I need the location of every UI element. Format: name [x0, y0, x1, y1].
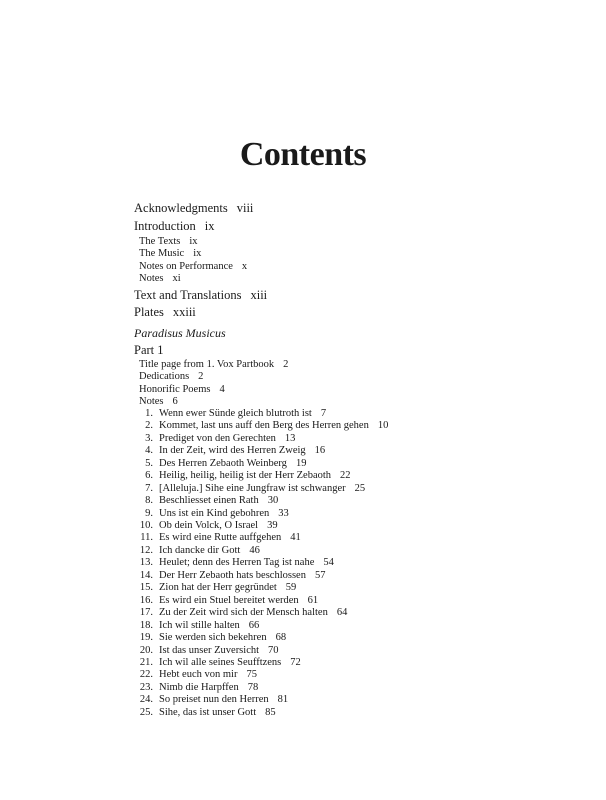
piece-number: 7. [145, 482, 153, 494]
piece-number: 25. [139, 706, 153, 718]
entry-label: Kommet, last uns auff den Berg des Herren gehen [159, 420, 369, 432]
entry-page: xxiii [172, 305, 196, 320]
piece-title-with-page [159, 470, 351, 482]
entry-page: ix [204, 218, 215, 233]
toc-subentry[interactable] [139, 248, 574, 260]
entry-label: Title page from 1. Vox Partbook [139, 359, 275, 371]
entry-label: Acknowledgments [134, 201, 228, 215]
piece-title-with-page [159, 694, 288, 706]
piece-number: 5. [145, 457, 153, 469]
toc-subentry[interactable] [139, 359, 574, 371]
entry-page: 66 [248, 619, 260, 631]
entry-page: 22 [340, 470, 351, 482]
piece-title-with-page [159, 483, 365, 495]
piece-title-with-page [159, 657, 301, 669]
entry-label: Prediget von den Gerechten [159, 432, 276, 444]
entry-label: Es wird eine Rutte auffgehen [159, 532, 282, 544]
pieces-list [134, 408, 574, 719]
piece-number: 23. [139, 681, 153, 693]
toc-piece-entry[interactable] [134, 508, 574, 520]
piece-title-with-page [159, 645, 279, 657]
piece-title-with-page [159, 669, 257, 681]
entry-label: Beschliesset einen Rath [159, 495, 259, 507]
entry-page: 25 [354, 482, 366, 494]
entry-label: Heilig, heilig, heilig ist der Herr Zebaoth [159, 470, 332, 482]
entry-label: Ob dein Volck, O Israel [159, 520, 259, 532]
entry-label: Es wird ein Stuel bereitet werden [159, 594, 299, 606]
piece-number: 10. [139, 520, 153, 532]
piece-title-with-page [159, 458, 306, 470]
entry-page: 64 [336, 607, 348, 619]
entry-label: Zion hat der Herr gegründet [159, 582, 277, 594]
toc-piece-entry[interactable] [134, 483, 574, 495]
entry-page: 2 [198, 371, 204, 383]
entry-label: Ich dancke dir Gott [159, 544, 241, 556]
entry-page: xi [172, 273, 181, 285]
entry-page: 41 [290, 532, 301, 544]
entry-label: Sie werden sich bekehren [159, 632, 267, 644]
toc-piece-entry[interactable] [134, 470, 574, 482]
piece-title-with-page [159, 607, 347, 619]
piece-number: 22. [139, 669, 153, 681]
toc-piece-entry[interactable] [134, 570, 574, 582]
entry-page: 16 [314, 445, 326, 457]
toc-piece-entry[interactable] [134, 532, 574, 544]
entry-page: 68 [275, 632, 287, 644]
piece-title-with-page [159, 495, 278, 507]
piece-number: 1. [145, 407, 153, 419]
entry-label: [Alleluja.] Sihe eine Jungfraw ist schwanger [159, 482, 346, 494]
piece-title-with-page [159, 707, 276, 719]
toc-subentry[interactable] [139, 371, 574, 383]
piece-title-with-page [159, 408, 326, 420]
toc-piece-entry[interactable] [134, 433, 574, 445]
entry-label: Des Herren Zebaoth Weinberg [159, 457, 287, 469]
entry-page: viii [236, 201, 254, 215]
entry-label: Plates [134, 305, 164, 320]
toc-piece-entry[interactable] [134, 420, 574, 432]
entry-page: 33 [278, 507, 289, 519]
toc-entry-text-translations[interactable] [134, 288, 574, 303]
entry-page: 39 [267, 520, 278, 532]
entry-label: Nimb die Harpffen [159, 681, 239, 693]
piece-number: 21. [139, 657, 153, 668]
piece-title-with-page [159, 582, 296, 594]
piece-number: 20. [139, 644, 153, 656]
toc-piece-entry[interactable] [134, 669, 574, 681]
entry-label: Hebt euch von mir [159, 669, 238, 681]
entry-label: Der Herr Zebaoth hats beschlossen [159, 569, 306, 581]
toc-subentry[interactable] [139, 273, 574, 285]
table-of-contents [134, 201, 574, 719]
entry-page: 13 [284, 432, 296, 444]
entry-label: Notes on Performance [139, 260, 233, 272]
toc-piece-entry[interactable] [134, 408, 574, 420]
entry-label: Ich wil stille halten [159, 619, 240, 631]
toc-entry-introduction[interactable] [134, 219, 574, 234]
toc-piece-entry[interactable] [134, 607, 574, 619]
toc-piece-entry[interactable] [134, 682, 574, 694]
piece-number: 24. [139, 694, 153, 706]
piece-number: 11. [140, 532, 153, 544]
entry-page: 19 [295, 457, 307, 469]
piece-title-with-page [159, 570, 325, 582]
entry-label: The Texts [139, 236, 181, 247]
entry-page: 72 [290, 657, 301, 668]
entry-page: 70 [268, 644, 279, 656]
entry-page: 59 [285, 582, 297, 594]
entry-page: 78 [247, 681, 259, 693]
piece-number: 6. [145, 470, 153, 482]
entry-page: 85 [265, 706, 276, 718]
page-title: Contents [239, 135, 367, 173]
entry-page: ix [193, 248, 202, 260]
entry-label: Text and Translations [134, 287, 242, 302]
piece-number: 3. [145, 432, 153, 444]
entry-page: xiii [250, 287, 268, 302]
piece-number: 13. [139, 557, 153, 569]
toc-piece-entry[interactable] [134, 632, 574, 644]
toc-piece-entry[interactable] [134, 458, 574, 470]
entry-page: 46 [249, 544, 260, 556]
entry-page: 4 [219, 383, 225, 395]
part-front-entries [139, 359, 574, 408]
toc-subentry[interactable] [139, 261, 574, 273]
entry-label: Uns ist ein Kind gebohren [159, 507, 270, 519]
piece-number: 14. [139, 569, 153, 581]
piece-number: 16. [139, 594, 153, 606]
entry-label: The Music [139, 248, 185, 260]
entry-label: Honorific Poems [139, 383, 211, 395]
entry-label: Dedications [139, 371, 190, 383]
toc-piece-entry[interactable] [134, 657, 574, 669]
piece-title-with-page [159, 508, 289, 520]
entry-page: 7 [320, 407, 327, 419]
toc-piece-entry[interactable] [134, 582, 574, 594]
piece-title-with-page [159, 520, 278, 532]
piece-title-with-page [159, 420, 388, 432]
piece-number: 18. [139, 619, 153, 631]
piece-number: 9. [145, 507, 153, 519]
section-title: Paradisus Musicus [134, 326, 226, 341]
piece-title-with-page [159, 532, 301, 544]
toc-piece-entry[interactable] [134, 545, 574, 557]
piece-number: 8. [145, 495, 153, 507]
toc-piece-entry[interactable] [134, 495, 574, 507]
entry-page: 81 [277, 694, 289, 706]
entry-page: 10 [377, 420, 389, 432]
introduction-subentries [139, 236, 574, 286]
piece-number: 12. [139, 544, 153, 556]
entry-label: In der Zeit, wird des Herren Zweig [159, 445, 306, 457]
piece-title-with-page [159, 595, 318, 607]
piece-number: 4. [145, 445, 153, 457]
toc-piece-entry[interactable] [134, 445, 574, 457]
entry-page: 54 [323, 557, 334, 569]
toc-piece-entry[interactable] [134, 620, 574, 632]
toc-piece-entry[interactable] [134, 520, 574, 532]
entry-label: Ich wil alle seines Seufftzens [159, 657, 282, 668]
entry-label: Notes [139, 395, 164, 407]
toc-piece-entry[interactable] [134, 694, 574, 706]
toc-subentry[interactable] [139, 384, 574, 396]
part-title: Part 1 [134, 343, 164, 358]
entry-page: 57 [314, 569, 326, 581]
toc-subentry[interactable] [139, 396, 574, 408]
piece-title-with-page [159, 545, 260, 557]
entry-page: 61 [307, 594, 319, 606]
toc-entry-plates[interactable] [134, 305, 574, 320]
piece-title-with-page [159, 445, 325, 457]
entry-label: Introduction [134, 218, 196, 233]
piece-number: 15. [139, 582, 153, 594]
entry-label: Notes [139, 273, 164, 285]
toc-piece-entry[interactable] [134, 645, 574, 657]
piece-title-with-page [159, 682, 258, 694]
piece-title-with-page [159, 557, 334, 569]
piece-number: 17. [139, 607, 153, 619]
piece-title-with-page [159, 632, 286, 644]
entry-label: So preiset nun den Herren [159, 694, 269, 706]
entry-label: Heulet; denn des Herren Tag ist nahe [159, 557, 315, 569]
toc-subentry[interactable] [139, 236, 574, 248]
piece-number: 2. [145, 420, 153, 432]
entry-page: 30 [267, 495, 279, 507]
toc-piece-entry[interactable] [134, 557, 574, 569]
toc-piece-entry[interactable] [134, 595, 574, 607]
entry-label: Ist das unser Zuversicht [159, 644, 260, 656]
entry-page: x [241, 260, 248, 272]
entry-label: Wenn ewer Sünde gleich blutroth ist [159, 407, 312, 419]
toc-piece-entry[interactable] [134, 707, 574, 719]
entry-page: 2 [283, 359, 289, 371]
toc-entry-acknowledgments[interactable] [134, 201, 574, 216]
piece-number: 19. [139, 632, 153, 644]
entry-page: 6 [172, 395, 178, 407]
piece-title-with-page [159, 620, 259, 632]
entry-label: Zu der Zeit wird sich der Mensch halten [159, 607, 328, 619]
piece-title-with-page [159, 433, 295, 445]
entry-label: Sihe, das ist unser Gott [159, 706, 257, 718]
entry-page: ix [189, 236, 198, 247]
entry-page: 75 [246, 669, 257, 681]
